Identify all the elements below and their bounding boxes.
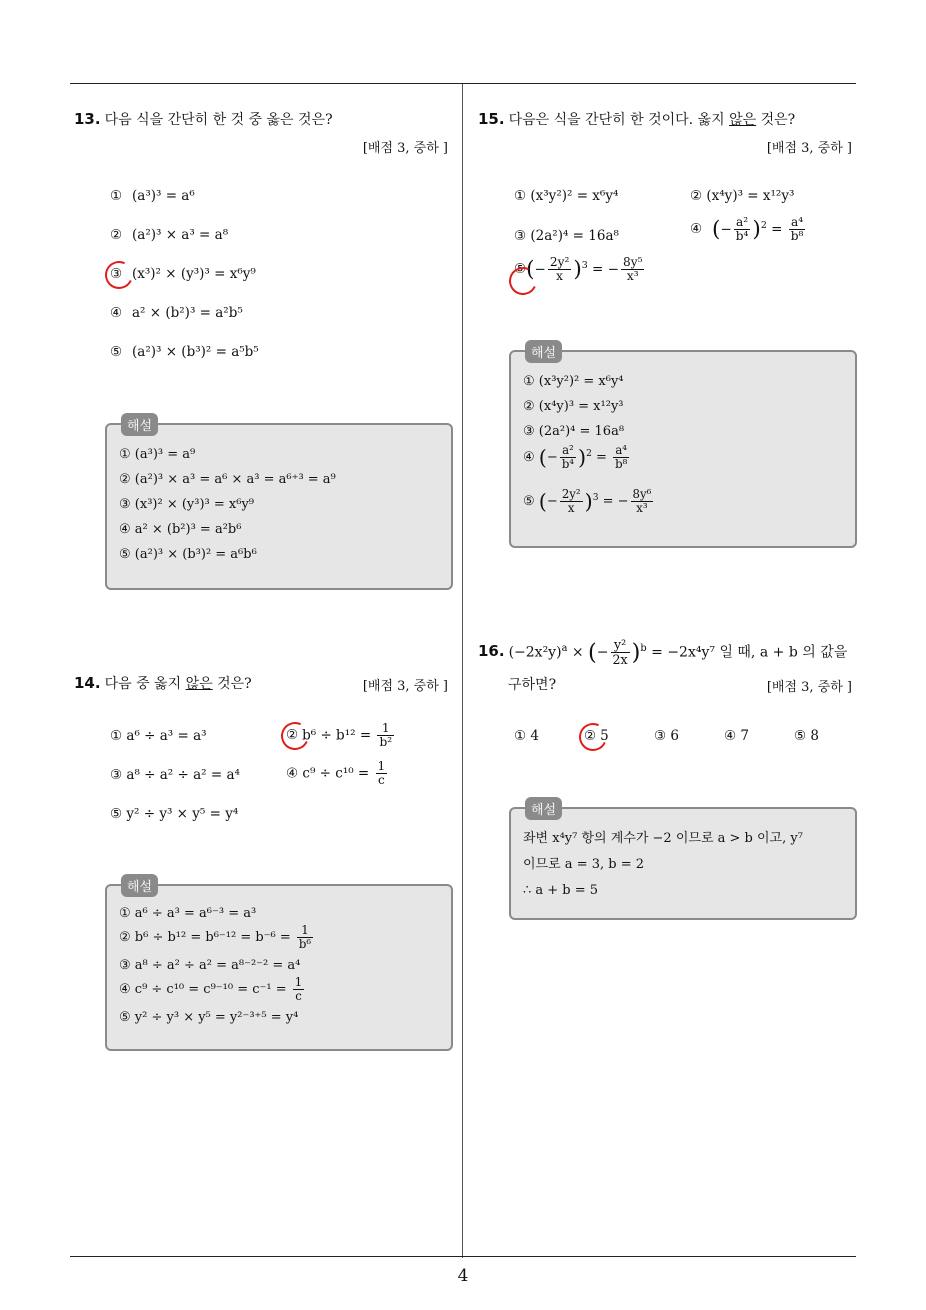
solution-box: [509, 346, 857, 548]
question-number: 16.: [478, 642, 505, 661]
question-number: 13.: [74, 110, 101, 128]
solution-line: ③ (x³)² × (y³)³ = x⁶y⁹: [119, 497, 255, 512]
option-2-selected[interactable]: ② 5: [584, 726, 609, 746]
page-number: 4: [457, 1266, 469, 1286]
solution-line: ④ (− $\frac{\text{a²}}{\text{b⁴}}$ )$^2$ = $\frac{\text{a⁴}}{\text{b⁸}}$: [523, 443, 628, 471]
solution-tag: 해설: [525, 340, 562, 363]
option-3[interactable]: ③ (2a²)⁴ = 16a⁸: [514, 228, 619, 244]
option-4[interactable]: ④ a² × (b²)³ = a²b⁵: [110, 305, 243, 321]
score-meta: [배점 3, 중하 ]: [766, 141, 852, 156]
question-13: [74, 108, 333, 131]
solution-line: ② (x⁴y)³ = x¹²y³: [523, 399, 624, 414]
option-2[interactable]: ② (a²)³ × a³ = a⁸: [110, 227, 229, 243]
question-number: 15.: [478, 110, 505, 128]
solution-box: [105, 419, 453, 590]
answer-circle-mark: [575, 719, 611, 755]
question-text: 다음 식을 간단히 한 것 중 옳은 것은?: [104, 112, 333, 128]
option-2[interactable]: ② (x⁴y)³ = x¹²y³: [690, 188, 795, 204]
answer-circle-mark: [505, 263, 541, 299]
option-3-selected[interactable]: ③ (x³)² × (y³)³ = x⁶y⁹: [110, 264, 256, 284]
top-rule: [70, 83, 856, 84]
score-meta: [배점 3, 중하 ]: [766, 680, 852, 695]
solution-line: ⑤ y² ÷ y³ × y⁵ = y²⁻³⁺⁵ = y⁴: [119, 1010, 299, 1025]
solution-line: ⑤ (a²)³ × (b³)² = a⁶b⁶: [119, 547, 257, 562]
option-1[interactable]: ① a⁶ ÷ a³ = a³: [110, 728, 207, 744]
option-3[interactable]: ③ a⁸ ÷ a² ÷ a² = a⁴: [110, 767, 240, 783]
question-16-line2: 구하면?: [508, 677, 557, 693]
solution-line: ② (a²)³ × a³ = a⁶ × a³ = a⁶⁺³ = a⁹: [119, 472, 336, 487]
answer-circle-mark: [101, 257, 137, 293]
option-1[interactable]: ① 4: [514, 728, 539, 744]
solution-box: [509, 803, 857, 920]
solution-line: ① (x³y²)² = x⁶y⁴: [523, 374, 624, 389]
solution-line: ② b⁶ ÷ b¹² = b⁶⁻¹² = b⁻⁶ = $\frac{1}{\text{b⁶}}$: [119, 923, 312, 951]
solution-tag: 해설: [121, 874, 158, 897]
column-divider: [462, 84, 463, 1258]
option-3[interactable]: ③ 6: [654, 728, 679, 744]
solution-line: ③ a⁸ ÷ a² ÷ a² = a⁸⁻²⁻² = a⁴: [119, 958, 301, 973]
option-5[interactable]: ⑤ 8: [794, 728, 819, 744]
solution-line: ④ c⁹ ÷ c¹⁰ = c⁹⁻¹⁰ = c⁻¹ = $\frac{1}{c}$: [119, 975, 303, 1003]
solution-line: ① (a³)³ = a⁹: [119, 447, 196, 462]
question-number: 14.: [74, 674, 101, 692]
solution-line: ③ (2a²)⁴ = 16a⁸: [523, 424, 625, 439]
question-14: 14. 다음 중 옳지 않은 것은?: [74, 674, 252, 692]
solution-line: ∴ a + b = 5: [523, 883, 599, 898]
solution-tag: 해설: [121, 413, 158, 436]
bottom-rule: [70, 1256, 856, 1257]
option-1[interactable]: ① (x³y²)² = x⁶y⁴: [514, 188, 619, 204]
solution-tag: 해설: [525, 797, 562, 820]
question-15: 15. 다음은 식을 간단히 한 것이다. 옳지 않은 것은?: [478, 110, 796, 128]
score-meta: [배점 3, 중하 ]: [362, 679, 448, 694]
solution-box: [105, 880, 453, 1051]
solution-line: ⑤ (− $\frac{\text{2y²}}{x}$ )$^3$ = − $\frac{\text{8y⁶}}{\text{x³}}$: [523, 487, 652, 515]
score-meta: [배점 3, 중하 ]: [362, 141, 448, 156]
question-16: 16. $(-2x^2y)^a$ × (− $\frac{\text{y²}}{2x}$ )$^b$ = −2x⁴y⁷ 일 때, a + b 의 값을: [478, 637, 848, 667]
option-4[interactable]: ④ (− $\frac{\text{a²}}{\text{b⁴}}$ )$^2$ = $\frac{\text{a⁴}}{\text{b⁸}}$: [690, 215, 804, 244]
solution-line: 이므로 a = 3, b = 2: [523, 857, 644, 872]
option-1[interactable]: ① (a³)³ = a⁶: [110, 188, 195, 204]
option-5[interactable]: ⑤ (a²)³ × (b³)² = a⁵b⁵: [110, 344, 259, 360]
option-5[interactable]: ⑤ y² ÷ y³ × y⁵ = y⁴: [110, 806, 239, 822]
option-4[interactable]: ④ c⁹ ÷ c¹⁰ = $\frac{1}{c}$: [286, 759, 386, 788]
option-2-selected[interactable]: ② b⁶ ÷ b¹² = $\frac{1}{\text{b²}}$: [286, 722, 396, 750]
option-4[interactable]: ④ 7: [724, 728, 749, 744]
solution-line: ④ a² × (b²)³ = a²b⁶: [119, 522, 242, 537]
solution-line: 좌변 x⁴y⁷ 항의 계수가 −2 이므로 a > b 이고, y⁷: [523, 831, 803, 846]
option-5-selected[interactable]: ⑤ (− $\frac{\text{2y²}}{x}$ )$^3$ = − $\frac{\text{8y⁵}}{\text{x³}}$: [514, 256, 646, 284]
answer-circle-mark: [277, 718, 313, 754]
solution-line: ① a⁶ ÷ a³ = a⁶⁻³ = a³: [119, 906, 257, 921]
